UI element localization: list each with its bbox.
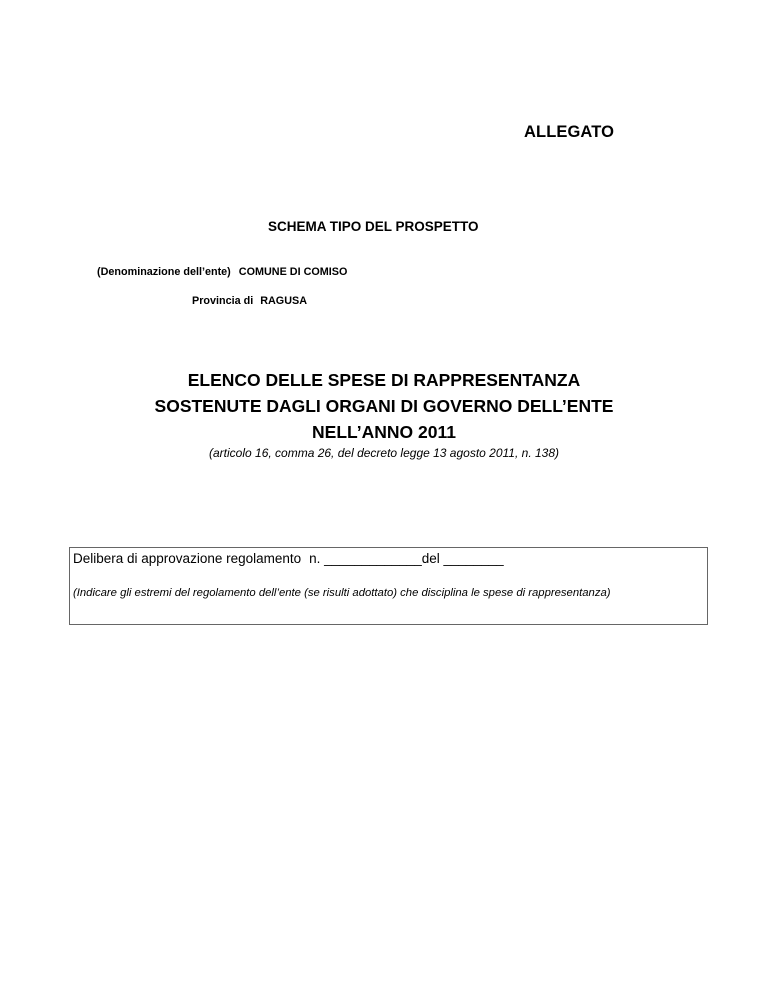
allegato-heading: ALLEGATO <box>524 123 615 141</box>
delibera-label: Delibera di approvazione regolamento <box>73 551 302 566</box>
title-line-3: NELL’ANNO 2011 <box>312 422 456 442</box>
delibera-note: (Indicare gli estremi del regolamento dell’ente (se risulti adottato) che disciplina le spese di rappresentanza) <box>73 587 611 599</box>
provincia-label: Provincia di <box>192 295 254 307</box>
provincia-row <box>192 295 307 307</box>
delibera-number-field: n. _____________del ________ <box>309 551 504 566</box>
denominazione-label: (Denominazione dell’ente) <box>97 266 231 278</box>
schema-heading: SCHEMA TIPO DEL PROSPETTO <box>268 219 479 234</box>
provincia-value: RAGUSA <box>260 295 307 307</box>
title-line-1: ELENCO DELLE SPESE DI RAPPRESENTANZA <box>187 370 581 390</box>
legal-reference: (articolo 16, comma 26, del decreto legge 13 agosto 2011, n. 138) <box>209 446 559 460</box>
denominazione-value: COMUNE DI COMISO <box>238 266 348 278</box>
title-line-2: SOSTENUTE DAGLI ORGANI DI GOVERNO DELL’ENTE <box>154 396 614 416</box>
denominazione-row <box>97 266 347 278</box>
delibera-line <box>73 551 504 566</box>
delibera-box <box>69 547 708 625</box>
